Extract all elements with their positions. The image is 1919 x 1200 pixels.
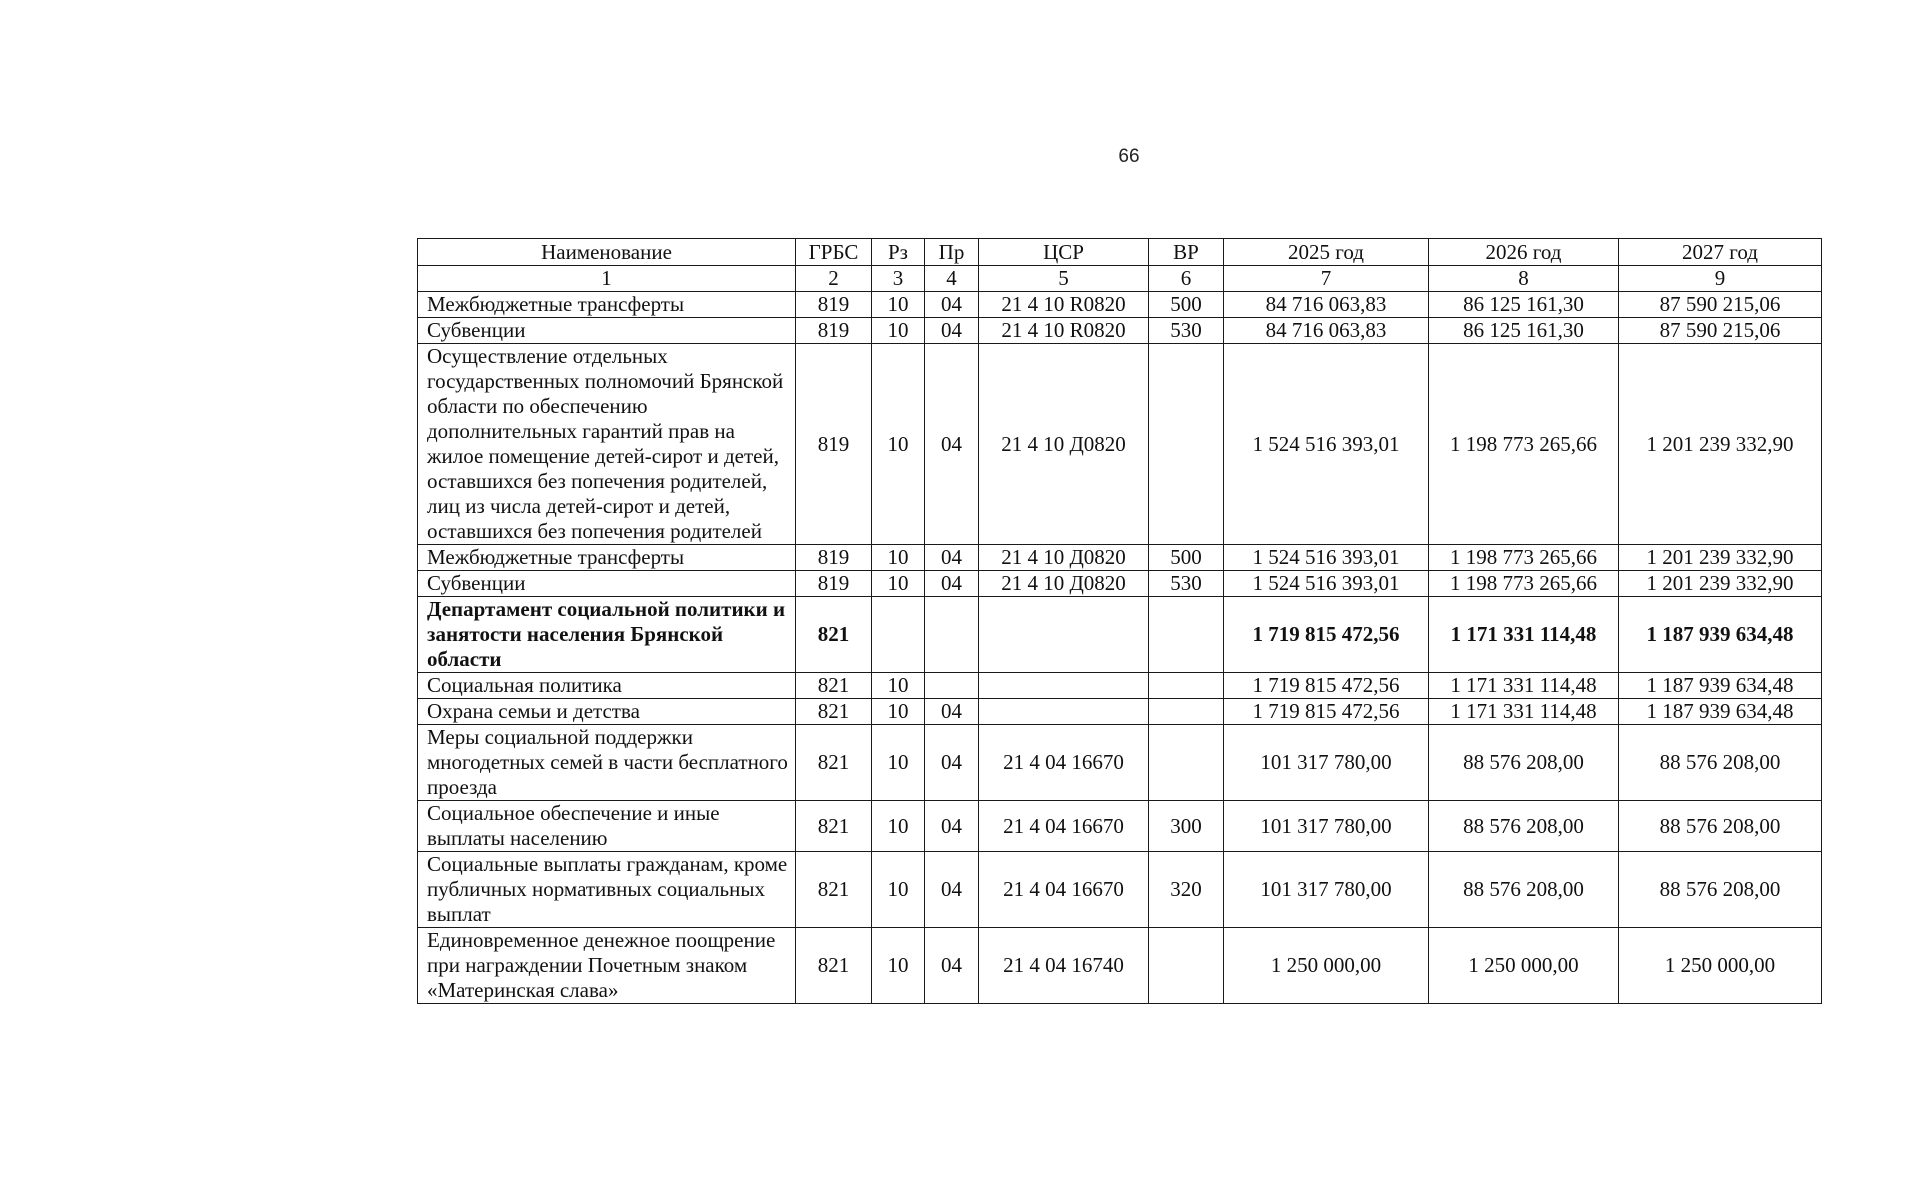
- row-grbs: 821: [796, 699, 872, 725]
- table-row: [418, 571, 1822, 597]
- row-amount-2027: 88 576 208,00: [1619, 725, 1822, 801]
- table-row: [418, 852, 1822, 928]
- row-amount-2025: 1 719 815 472,56: [1224, 597, 1429, 673]
- page-number: 66: [1118, 146, 1140, 167]
- row-name: Социальные выплаты гражданам, кроме публичных нормативных социальных выплат: [418, 852, 796, 928]
- row-csr: 21 4 04 16670: [979, 801, 1149, 852]
- row-grbs: 821: [796, 673, 872, 699]
- row-amount-2027: 1 201 239 332,90: [1619, 571, 1822, 597]
- table-row: [418, 725, 1822, 801]
- row-csr: 21 4 10 Д0820: [979, 344, 1149, 545]
- row-grbs: 819: [796, 545, 872, 571]
- row-name: Социальная политика: [418, 673, 796, 699]
- row-vr: 300: [1149, 801, 1224, 852]
- row-grbs: 821: [796, 725, 872, 801]
- row-pr: 04: [925, 852, 979, 928]
- row-rz: 10: [872, 928, 925, 1004]
- header-pr: Пр: [925, 239, 979, 266]
- table-row: [418, 699, 1822, 725]
- row-name: Субвенции: [418, 571, 796, 597]
- row-rz: 10: [872, 571, 925, 597]
- row-grbs: 821: [796, 928, 872, 1004]
- header-rz: Рз: [872, 239, 925, 266]
- header-csr: ЦСР: [979, 239, 1149, 266]
- row-vr: [1149, 699, 1224, 725]
- row-amount-2025: 101 317 780,00: [1224, 801, 1429, 852]
- row-amount-2025: 1 250 000,00: [1224, 928, 1429, 1004]
- header-2026: 2026 год: [1429, 239, 1619, 266]
- row-name: Охрана семьи и детства: [418, 699, 796, 725]
- row-vr: [1149, 725, 1224, 801]
- row-grbs: 819: [796, 571, 872, 597]
- row-amount-2027: 1 250 000,00: [1619, 928, 1822, 1004]
- row-rz: 10: [872, 699, 925, 725]
- table-row: [418, 801, 1822, 852]
- row-amount-2025: 84 716 063,83: [1224, 292, 1429, 318]
- row-amount-2025: 1 719 815 472,56: [1224, 699, 1429, 725]
- row-vr: [1149, 928, 1224, 1004]
- table-row: [418, 673, 1822, 699]
- row-amount-2025: 1 524 516 393,01: [1224, 344, 1429, 545]
- header-2027: 2027 год: [1619, 239, 1822, 266]
- row-rz: 10: [872, 292, 925, 318]
- table-row: [418, 318, 1822, 344]
- row-amount-2026: 88 576 208,00: [1429, 725, 1619, 801]
- row-amount-2026: 1 250 000,00: [1429, 928, 1619, 1004]
- row-vr: 530: [1149, 318, 1224, 344]
- row-pr: 04: [925, 801, 979, 852]
- header-2025: 2025 год: [1224, 239, 1429, 266]
- row-vr: 500: [1149, 292, 1224, 318]
- row-rz: 10: [872, 318, 925, 344]
- row-pr: 04: [925, 292, 979, 318]
- row-amount-2026: 88 576 208,00: [1429, 852, 1619, 928]
- row-amount-2027: 1 187 939 634,48: [1619, 597, 1822, 673]
- column-index: 6: [1149, 266, 1224, 292]
- row-amount-2026: 1 171 331 114,48: [1429, 699, 1619, 725]
- column-index: 3: [872, 266, 925, 292]
- row-rz: 10: [872, 673, 925, 699]
- row-amount-2027: 88 576 208,00: [1619, 801, 1822, 852]
- row-pr: 04: [925, 318, 979, 344]
- row-csr: 21 4 10 Д0820: [979, 571, 1149, 597]
- row-pr: 04: [925, 545, 979, 571]
- header-grbs: ГРБС: [796, 239, 872, 266]
- header-row: [418, 239, 1822, 266]
- row-rz: 10: [872, 852, 925, 928]
- row-csr: 21 4 04 16670: [979, 852, 1149, 928]
- row-grbs: 821: [796, 852, 872, 928]
- row-name: Меры социальной поддержки многодетных семей в части бесплатного проезда: [418, 725, 796, 801]
- row-name: Единовременное денежное поощрение при награждении Почетным знаком «Материнская слава»: [418, 928, 796, 1004]
- row-csr: 21 4 10 R0820: [979, 318, 1149, 344]
- row-amount-2027: 88 576 208,00: [1619, 852, 1822, 928]
- row-name: Межбюджетные трансферты: [418, 545, 796, 571]
- column-index: 5: [979, 266, 1149, 292]
- row-pr: 04: [925, 928, 979, 1004]
- row-rz: 10: [872, 545, 925, 571]
- row-vr: [1149, 597, 1224, 673]
- column-index: 9: [1619, 266, 1822, 292]
- header-name: Наименование: [418, 239, 796, 266]
- row-rz: [872, 597, 925, 673]
- header-vr: ВР: [1149, 239, 1224, 266]
- row-pr: 04: [925, 571, 979, 597]
- column-index: 7: [1224, 266, 1429, 292]
- table-row: [418, 928, 1822, 1004]
- row-amount-2027: 87 590 215,06: [1619, 292, 1822, 318]
- row-amount-2026: 1 171 331 114,48: [1429, 597, 1619, 673]
- row-grbs: 819: [796, 344, 872, 545]
- row-amount-2027: 87 590 215,06: [1619, 318, 1822, 344]
- row-amount-2026: 1 198 773 265,66: [1429, 545, 1619, 571]
- column-index: 4: [925, 266, 979, 292]
- table-row: [418, 597, 1822, 673]
- table-row: [418, 344, 1822, 545]
- table-row: [418, 292, 1822, 318]
- row-amount-2026: 86 125 161,30: [1429, 318, 1619, 344]
- column-index: 2: [796, 266, 872, 292]
- row-rz: 10: [872, 725, 925, 801]
- row-amount-2027: 1 187 939 634,48: [1619, 699, 1822, 725]
- row-pr: 04: [925, 725, 979, 801]
- row-amount-2026: 1 198 773 265,66: [1429, 571, 1619, 597]
- row-amount-2026: 86 125 161,30: [1429, 292, 1619, 318]
- row-amount-2027: 1 187 939 634,48: [1619, 673, 1822, 699]
- row-vr: 530: [1149, 571, 1224, 597]
- row-rz: 10: [872, 801, 925, 852]
- row-amount-2025: 101 317 780,00: [1224, 852, 1429, 928]
- row-amount-2027: 1 201 239 332,90: [1619, 344, 1822, 545]
- row-grbs: 819: [796, 318, 872, 344]
- row-csr: [979, 699, 1149, 725]
- row-vr: 320: [1149, 852, 1224, 928]
- row-name: Субвенции: [418, 318, 796, 344]
- row-amount-2025: 1 719 815 472,56: [1224, 673, 1429, 699]
- column-index-row: [418, 266, 1822, 292]
- row-amount-2026: 88 576 208,00: [1429, 801, 1619, 852]
- row-amount-2025: 84 716 063,83: [1224, 318, 1429, 344]
- row-name: Осуществление отдельных государственных полномочий Брянской области по обеспечению дополнительных гарантий прав на жилое помещение детей-сирот и детей, оставшихся без попечения родителей, лиц из числа детей-сирот и детей, оставшихся без попечения родителей: [418, 344, 796, 545]
- row-grbs: 821: [796, 597, 872, 673]
- row-pr: 04: [925, 344, 979, 545]
- row-vr: 500: [1149, 545, 1224, 571]
- row-amount-2026: 1 198 773 265,66: [1429, 344, 1619, 545]
- row-grbs: 821: [796, 801, 872, 852]
- row-amount-2025: 101 317 780,00: [1224, 725, 1429, 801]
- row-pr: 04: [925, 699, 979, 725]
- budget-table: [417, 238, 1822, 1004]
- row-amount-2025: 1 524 516 393,01: [1224, 545, 1429, 571]
- row-name: Социальное обеспечение и иные выплаты населению: [418, 801, 796, 852]
- row-amount-2025: 1 524 516 393,01: [1224, 571, 1429, 597]
- row-csr: [979, 673, 1149, 699]
- row-csr: 21 4 10 Д0820: [979, 545, 1149, 571]
- row-csr: 21 4 04 16740: [979, 928, 1149, 1004]
- row-vr: [1149, 344, 1224, 545]
- row-pr: [925, 673, 979, 699]
- column-index: 1: [418, 266, 796, 292]
- row-amount-2026: 1 171 331 114,48: [1429, 673, 1619, 699]
- row-rz: 10: [872, 344, 925, 545]
- row-pr: [925, 597, 979, 673]
- row-grbs: 819: [796, 292, 872, 318]
- row-name: Департамент социальной политики и занятости населения Брянской области: [418, 597, 796, 673]
- row-amount-2027: 1 201 239 332,90: [1619, 545, 1822, 571]
- row-csr: 21 4 10 R0820: [979, 292, 1149, 318]
- row-csr: [979, 597, 1149, 673]
- row-csr: 21 4 04 16670: [979, 725, 1149, 801]
- column-index: 8: [1429, 266, 1619, 292]
- row-vr: [1149, 673, 1224, 699]
- table-row: [418, 545, 1822, 571]
- row-name: Межбюджетные трансферты: [418, 292, 796, 318]
